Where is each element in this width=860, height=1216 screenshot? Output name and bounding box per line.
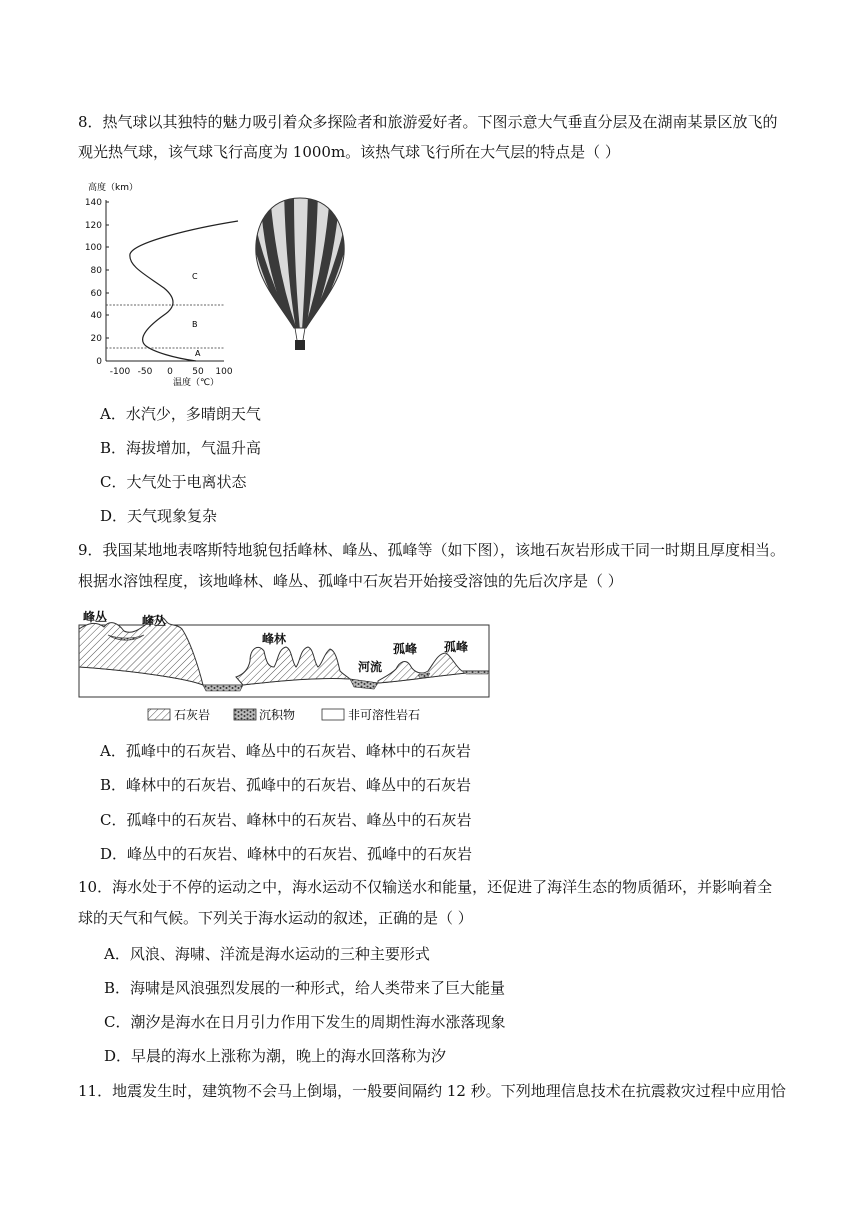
label-heliu: 河流 bbox=[358, 660, 383, 674]
xtick-neg50: -50 bbox=[137, 367, 153, 377]
atmosphere-layer-chart bbox=[84, 180, 254, 390]
hot-air-balloon-image bbox=[250, 190, 350, 360]
xtick-neg100: -100 bbox=[109, 367, 131, 377]
q8-option-a[interactable]: A．水汽少，多晴朗天气 bbox=[100, 405, 261, 423]
legend-swatch-nonsoluble bbox=[322, 709, 344, 720]
q9-option-b[interactable]: B．峰林中的石灰岩、孤峰中的石灰岩、峰丛中的石灰岩 bbox=[100, 776, 472, 794]
ytick-100: 100 bbox=[84, 243, 102, 253]
ytick-80: 80 bbox=[90, 266, 102, 276]
q10-option-d[interactable]: D．早晨的海水上涨称为潮，晚上的海水回落称为汐 bbox=[104, 1047, 447, 1065]
q10-option-a[interactable]: A．风浪、海啸、洋流是海水运动的三种主要形式 bbox=[104, 945, 430, 963]
q9-stem-line2: 根据水溶蚀程度，该地峰林、峰丛、孤峰中石灰岩开始接受溶蚀的先后次序是（ ） bbox=[78, 572, 623, 590]
q10-option-b[interactable]: B．海啸是风浪强烈发展的一种形式，给人类带来了巨大能量 bbox=[104, 979, 506, 997]
q9-option-c[interactable]: C．孤峰中的石灰岩、峰林中的石灰岩、峰丛中的石灰岩 bbox=[100, 811, 472, 829]
layer-label-b: B bbox=[192, 320, 198, 329]
q9-stem-line1: 9．我国某地地表喀斯特地貌包括峰林、峰丛、孤峰等（如下图），该地石灰岩形成干同一时期且厚度相当。 bbox=[78, 541, 786, 559]
ytick-60: 60 bbox=[90, 289, 102, 299]
legend-swatch-sediment bbox=[234, 709, 256, 720]
q8-stem-line2: 观光热气球，该气球飞行高度为 1000m。该热气球飞行所在大气层的特点是（ ） bbox=[78, 143, 620, 161]
q10-option-c[interactable]: C．潮汐是海水在日月引力作用下发生的周期性海水涨落现象 bbox=[104, 1013, 506, 1031]
q10-stem-line2: 球的天气和气候。下列关于海水运动的叙述，正确的是（ ） bbox=[78, 909, 473, 927]
xtick-0: 0 bbox=[167, 367, 173, 377]
q11-stem-line1: 11．地震发生时，建筑物不会马上倒塌，一般要间隔约 12 秒。下列地理信息技术在抗震救灾过程中应用恰 bbox=[78, 1082, 786, 1100]
legend-limestone: 石灰岩 bbox=[174, 708, 211, 722]
legend-swatch-limestone bbox=[148, 709, 170, 720]
q8-option-d[interactable]: D．天气现象复杂 bbox=[100, 507, 218, 525]
label-gufeng-1: 孤峰 bbox=[393, 642, 418, 656]
q8-option-c[interactable]: C．大气处于电离状态 bbox=[100, 473, 247, 491]
q9-option-a[interactable]: A．孤峰中的石灰岩、峰丛中的石灰岩、峰林中的石灰岩 bbox=[100, 742, 471, 760]
q10-stem-line1: 10．海水处于不停的运动之中，海水运动不仅输送水和能量，还促进了海洋生态的物质循环，并影响着全 bbox=[78, 878, 773, 896]
layer-label-a: A bbox=[195, 349, 201, 358]
karst-landform-diagram bbox=[78, 605, 494, 727]
ytick-40: 40 bbox=[90, 311, 102, 321]
chart-xlabel: 温度（℃） bbox=[172, 378, 220, 388]
legend-sediment: 沉积物 bbox=[259, 708, 296, 722]
q8-option-b[interactable]: B．海拔增加，气温升高 bbox=[100, 439, 262, 457]
xtick-50: 50 bbox=[192, 367, 204, 377]
layer-label-c: C bbox=[192, 272, 198, 281]
label-fengcong-2: 峰丛 bbox=[142, 614, 167, 628]
legend-nonsoluble: 非可溶性岩石 bbox=[348, 708, 421, 722]
label-fengcong-1: 峰丛 bbox=[83, 610, 108, 624]
label-fenglin: 峰林 bbox=[262, 632, 287, 646]
label-gufeng-2: 孤峰 bbox=[444, 640, 469, 654]
chart-ylabel: 高度（km） bbox=[88, 183, 138, 193]
ytick-120: 120 bbox=[84, 221, 102, 231]
ytick-20: 20 bbox=[90, 334, 102, 344]
q8-stem-line1: 8．热气球以其独特的魅力吸引着众多探险者和旅游爱好者。下图示意大气垂直分层及在湖南某景区放飞的 bbox=[78, 113, 778, 131]
ytick-140: 140 bbox=[84, 198, 102, 208]
q9-option-d[interactable]: D．峰丛中的石灰岩、峰林中的石灰岩、孤峰中的石灰岩 bbox=[100, 845, 473, 863]
temperature-curve bbox=[130, 221, 238, 361]
xtick-100: 100 bbox=[215, 367, 233, 377]
ytick-0: 0 bbox=[96, 357, 102, 367]
